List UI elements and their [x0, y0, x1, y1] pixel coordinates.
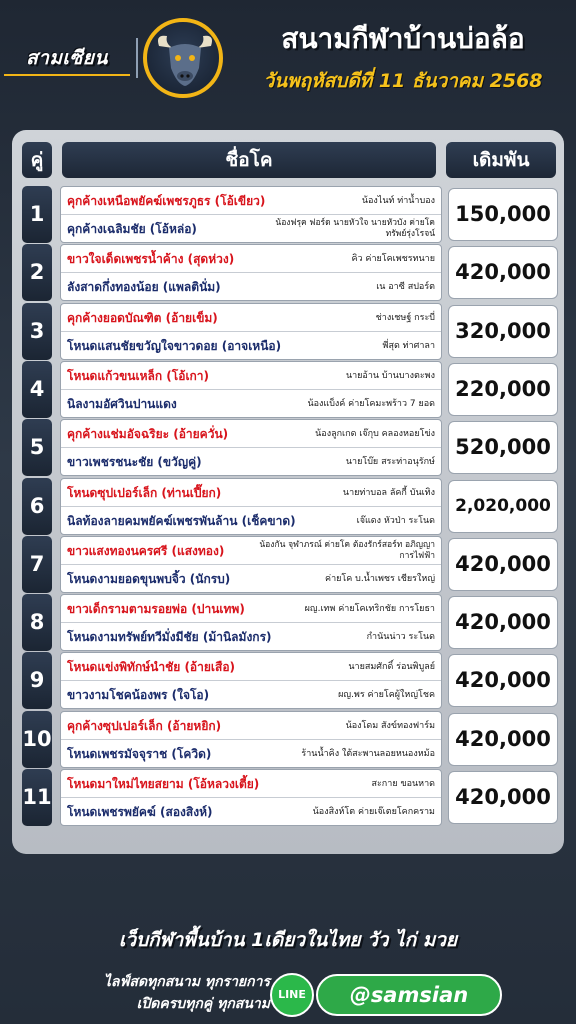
fighter-pair — [60, 361, 442, 418]
match-number: 6 — [22, 478, 52, 535]
page-title: สนามกีฬาบ้านบ่อล้อ — [281, 22, 525, 55]
blue-corner-line — [61, 215, 441, 243]
event-date: วันพฤหัสบดีที่ 11 ธันวาคม 2568 — [263, 70, 543, 92]
red-corner-line — [61, 595, 441, 623]
bet-amount: 150,000 — [448, 188, 558, 241]
red-corner-line — [61, 653, 441, 681]
red-corner-line — [61, 362, 441, 390]
match-row — [12, 186, 564, 243]
red-corner-owner: นายอ้าน บ้านบางตะพง — [345, 370, 435, 381]
footer — [0, 918, 576, 1024]
red-corner-line — [61, 245, 441, 273]
blue-corner-line — [61, 798, 441, 826]
bet-amount: 2,020,000 — [448, 480, 558, 533]
blue-corner-bull-name: โหนดงามยอดขุนพบจิ้ว (นักรบ) — [67, 571, 231, 586]
bet-amount: 320,000 — [448, 305, 558, 358]
red-corner-owner: น้องลูกเกด เจ๊กุบ คลองหอยโข่ง — [315, 429, 435, 440]
blue-corner-owner: ร้านน้ำคิง ใต้สะพานลอยหนองหม้อ — [301, 748, 435, 759]
fighter-pair — [60, 652, 442, 709]
bet-amount: 520,000 — [448, 421, 558, 474]
brand-name: สามเซียน — [4, 40, 130, 76]
match-row — [12, 303, 564, 360]
column-header-number: คู่ — [22, 142, 52, 178]
blue-corner-owner: นายโบ๊ย สระท่าอนุรักษ์ — [345, 457, 435, 468]
match-number: 5 — [22, 419, 52, 476]
red-corner-bull-name: ขาวใจเด็ดเพชรน้ำค้าง (สุดห่วง) — [67, 252, 235, 267]
blue-corner-bull-name: คุกค้างเฉลิมชัย (โอ้หล่อ) — [67, 222, 197, 236]
red-corner-owner: คิว ค่ายโคเพชรทนาย — [351, 254, 435, 265]
match-number: 3 — [22, 303, 52, 360]
match-row — [12, 594, 564, 651]
blue-corner-line — [61, 623, 441, 651]
blue-corner-bull-name: นิลท้องลายคมพยัคฆ์เพชรพันล้าน (เช็คขาด) — [67, 513, 296, 528]
red-corner-owner: น้องไนท์ ท่าน้ำบอง — [361, 196, 435, 206]
red-corner-bull-name: คุกค้างเหนือพยัคฆ์เพชรภูธร (โอ้เขียว) — [67, 194, 266, 208]
red-corner-bull-name: ขาวเด็กรามตามรอยพ่อ (ปานเทพ) — [67, 602, 245, 617]
line-handle-button[interactable]: @samsian — [316, 974, 502, 1016]
red-corner-owner: ช่างเชษฐ์ กระบี่ — [375, 312, 435, 323]
blue-corner-bull-name: ขาวเพชรชนะชัย (ขวัญคู่) — [67, 455, 202, 470]
column-header-bet: เดิมพัน — [446, 142, 556, 178]
fighter-pair — [60, 769, 442, 826]
red-corner-bull-name: คุกค้างยอดบัณฑิต (อ้ายเข็ม) — [67, 310, 218, 325]
fighter-pair — [60, 244, 442, 301]
bet-amount: 220,000 — [448, 363, 558, 416]
footer-slogan: เว็บกีฬาพื้นบ้าน 1เดียวในไทย วัว ไก่ มวย — [118, 929, 458, 951]
match-number: 7 — [22, 536, 52, 593]
blue-corner-owner: น้องฟรุค ฟอร์ด นายหัวใจ นายหัวบัง ค่ายโคทรัพย์รุ่งโรจน์ — [275, 218, 435, 239]
match-table — [12, 130, 564, 854]
fighter-pair — [60, 478, 442, 535]
red-corner-bull-name: คุกค้างซุปเปอร์เล็ก (อ้ายหยิก) — [67, 718, 222, 733]
blue-corner-owner: เน อาซี สปอร์ต — [376, 282, 435, 293]
blue-corner-owner: ผญ.พร ค่ายโคผู้ใหญ่โชค — [338, 690, 435, 701]
blue-corner-owner: เจ๊แดง หัวป่า ระโนด — [356, 515, 435, 526]
blue-corner-line — [61, 448, 441, 476]
red-corner-line — [61, 420, 441, 448]
blue-corner-owner: กำนันน่าว ระโนด — [366, 632, 435, 643]
match-number: 4 — [22, 361, 52, 418]
match-row — [12, 478, 564, 535]
brand-divider — [136, 38, 138, 78]
column-header-name: ชื่อโค — [62, 142, 436, 178]
blue-corner-bull-name: ขาวงามโชคน้องพร (ใจโอ) — [67, 688, 210, 703]
bet-amount: 420,000 — [448, 713, 558, 766]
red-corner-owner: นายท่าบอล ลัคกี้ บันเทิง — [342, 487, 435, 498]
bet-amount: 420,000 — [448, 771, 558, 824]
red-corner-owner: นายสมศักดิ์ ร่อนพิบูลย์ — [348, 662, 435, 673]
match-number: 10 — [22, 711, 52, 768]
bull-head-icon — [143, 18, 223, 98]
fighter-pair — [60, 536, 442, 593]
fighter-pair — [60, 419, 442, 476]
blue-corner-line — [61, 273, 441, 301]
blue-corner-owner: น้องสิงห์โต ค่ายเจ๊เตยโคกคราม — [312, 807, 435, 817]
blue-corner-line — [61, 565, 441, 593]
blue-corner-bull-name: ลังสาดกึ่งทองน้อย (แพลตินั่ม) — [67, 280, 221, 295]
fighter-pair — [60, 186, 442, 243]
red-corner-bull-name: โหนดแก้วขนเหล็ก (โอ้เกา) — [67, 368, 210, 383]
blue-corner-owner: ค่ายโค บ.น้ำเพชร เชียรใหญ่ — [325, 573, 435, 584]
match-row — [12, 711, 564, 768]
footer-line-2: เปิดครบทุกคู่ ทุกสนาม — [136, 996, 270, 1012]
match-number: 9 — [22, 652, 52, 709]
red-corner-line — [61, 770, 441, 798]
bet-amount: 420,000 — [448, 246, 558, 299]
match-number: 2 — [22, 244, 52, 301]
blue-corner-bull-name: โหนดงามทรัพย์ทวีมั่งมีชัย (ม้านิลมังกร) — [67, 630, 272, 645]
red-corner-line — [61, 537, 441, 565]
red-corner-bull-name: ขาวแสงทองนครศรี (แสงทอง) — [67, 543, 225, 558]
blue-corner-bull-name: โหนดเพชรมัจจุราช (โควิด) — [67, 746, 212, 761]
red-corner-line — [61, 304, 441, 332]
red-corner-bull-name: โหนดแข่งพิทักษ์นำชัย (อ้ายเสือ) — [67, 660, 236, 675]
red-corner-owner: สะกาย ขอนหาด — [371, 779, 435, 789]
match-number: 1 — [22, 186, 52, 243]
red-corner-line — [61, 479, 441, 507]
match-row — [12, 419, 564, 476]
blue-corner-line — [61, 332, 441, 360]
blue-corner-bull-name: โหนดแสนชัยขวัญใจขาวดอย (อาจเหนือ) — [67, 338, 282, 353]
red-corner-line — [61, 187, 441, 215]
footer-line-1: ไลฟ์สดทุกสนาม ทุกรายการ — [103, 974, 270, 990]
fighter-pair — [60, 303, 442, 360]
bet-amount: 420,000 — [448, 538, 558, 591]
blue-corner-bull-name: นิลงามอัศวินปานแดง — [67, 396, 177, 411]
match-number: 8 — [22, 594, 52, 651]
blue-corner-line — [61, 507, 441, 535]
red-corner-owner: น้องโดม สังข์ทองฟาร์ม — [345, 720, 435, 731]
match-row — [12, 536, 564, 593]
match-row — [12, 244, 564, 301]
red-corner-line — [61, 712, 441, 740]
match-row — [12, 652, 564, 709]
match-row — [12, 769, 564, 826]
red-corner-owner: น้องกัน จุฬาภรณ์ ค่ายโค ต้องรักร์สอร์ท อภิญญาการไฟฟ้า — [259, 539, 435, 561]
red-corner-bull-name: โหนดซุปเปอร์เล็ก (ท่านเปี๊ยก) — [67, 485, 222, 500]
blue-corner-line — [61, 740, 441, 768]
bet-amount: 420,000 — [448, 654, 558, 707]
fighter-pair — [60, 594, 442, 651]
bet-amount: 420,000 — [448, 596, 558, 649]
match-row — [12, 361, 564, 418]
fighter-pair — [60, 711, 442, 768]
header — [0, 0, 576, 118]
blue-corner-bull-name: โหนดเพชรพยัคฆ์ (สองสิงห์) — [67, 805, 213, 819]
blue-corner-line — [61, 681, 441, 709]
match-number: 11 — [22, 769, 52, 826]
line-app-icon[interactable]: LINE — [270, 973, 314, 1017]
blue-corner-owner: พี่สุด ท่าศาลา — [382, 340, 435, 351]
blue-corner-line — [61, 390, 441, 418]
red-corner-bull-name: โหนดมาใหม่ไทยสยาม (โอ้หลวงเตี้ย) — [67, 777, 260, 791]
red-corner-owner: ผญ.เทพ ค่ายโคเทริกชัย การโยธา — [304, 604, 435, 615]
red-corner-bull-name: คุกค้างแช่มอัจฉริยะ (อ้ายควั่น) — [67, 427, 229, 442]
blue-corner-owner: น้องแบ็งค์ ค่ายโคมะพร้าว 7 ยอด — [307, 398, 435, 409]
